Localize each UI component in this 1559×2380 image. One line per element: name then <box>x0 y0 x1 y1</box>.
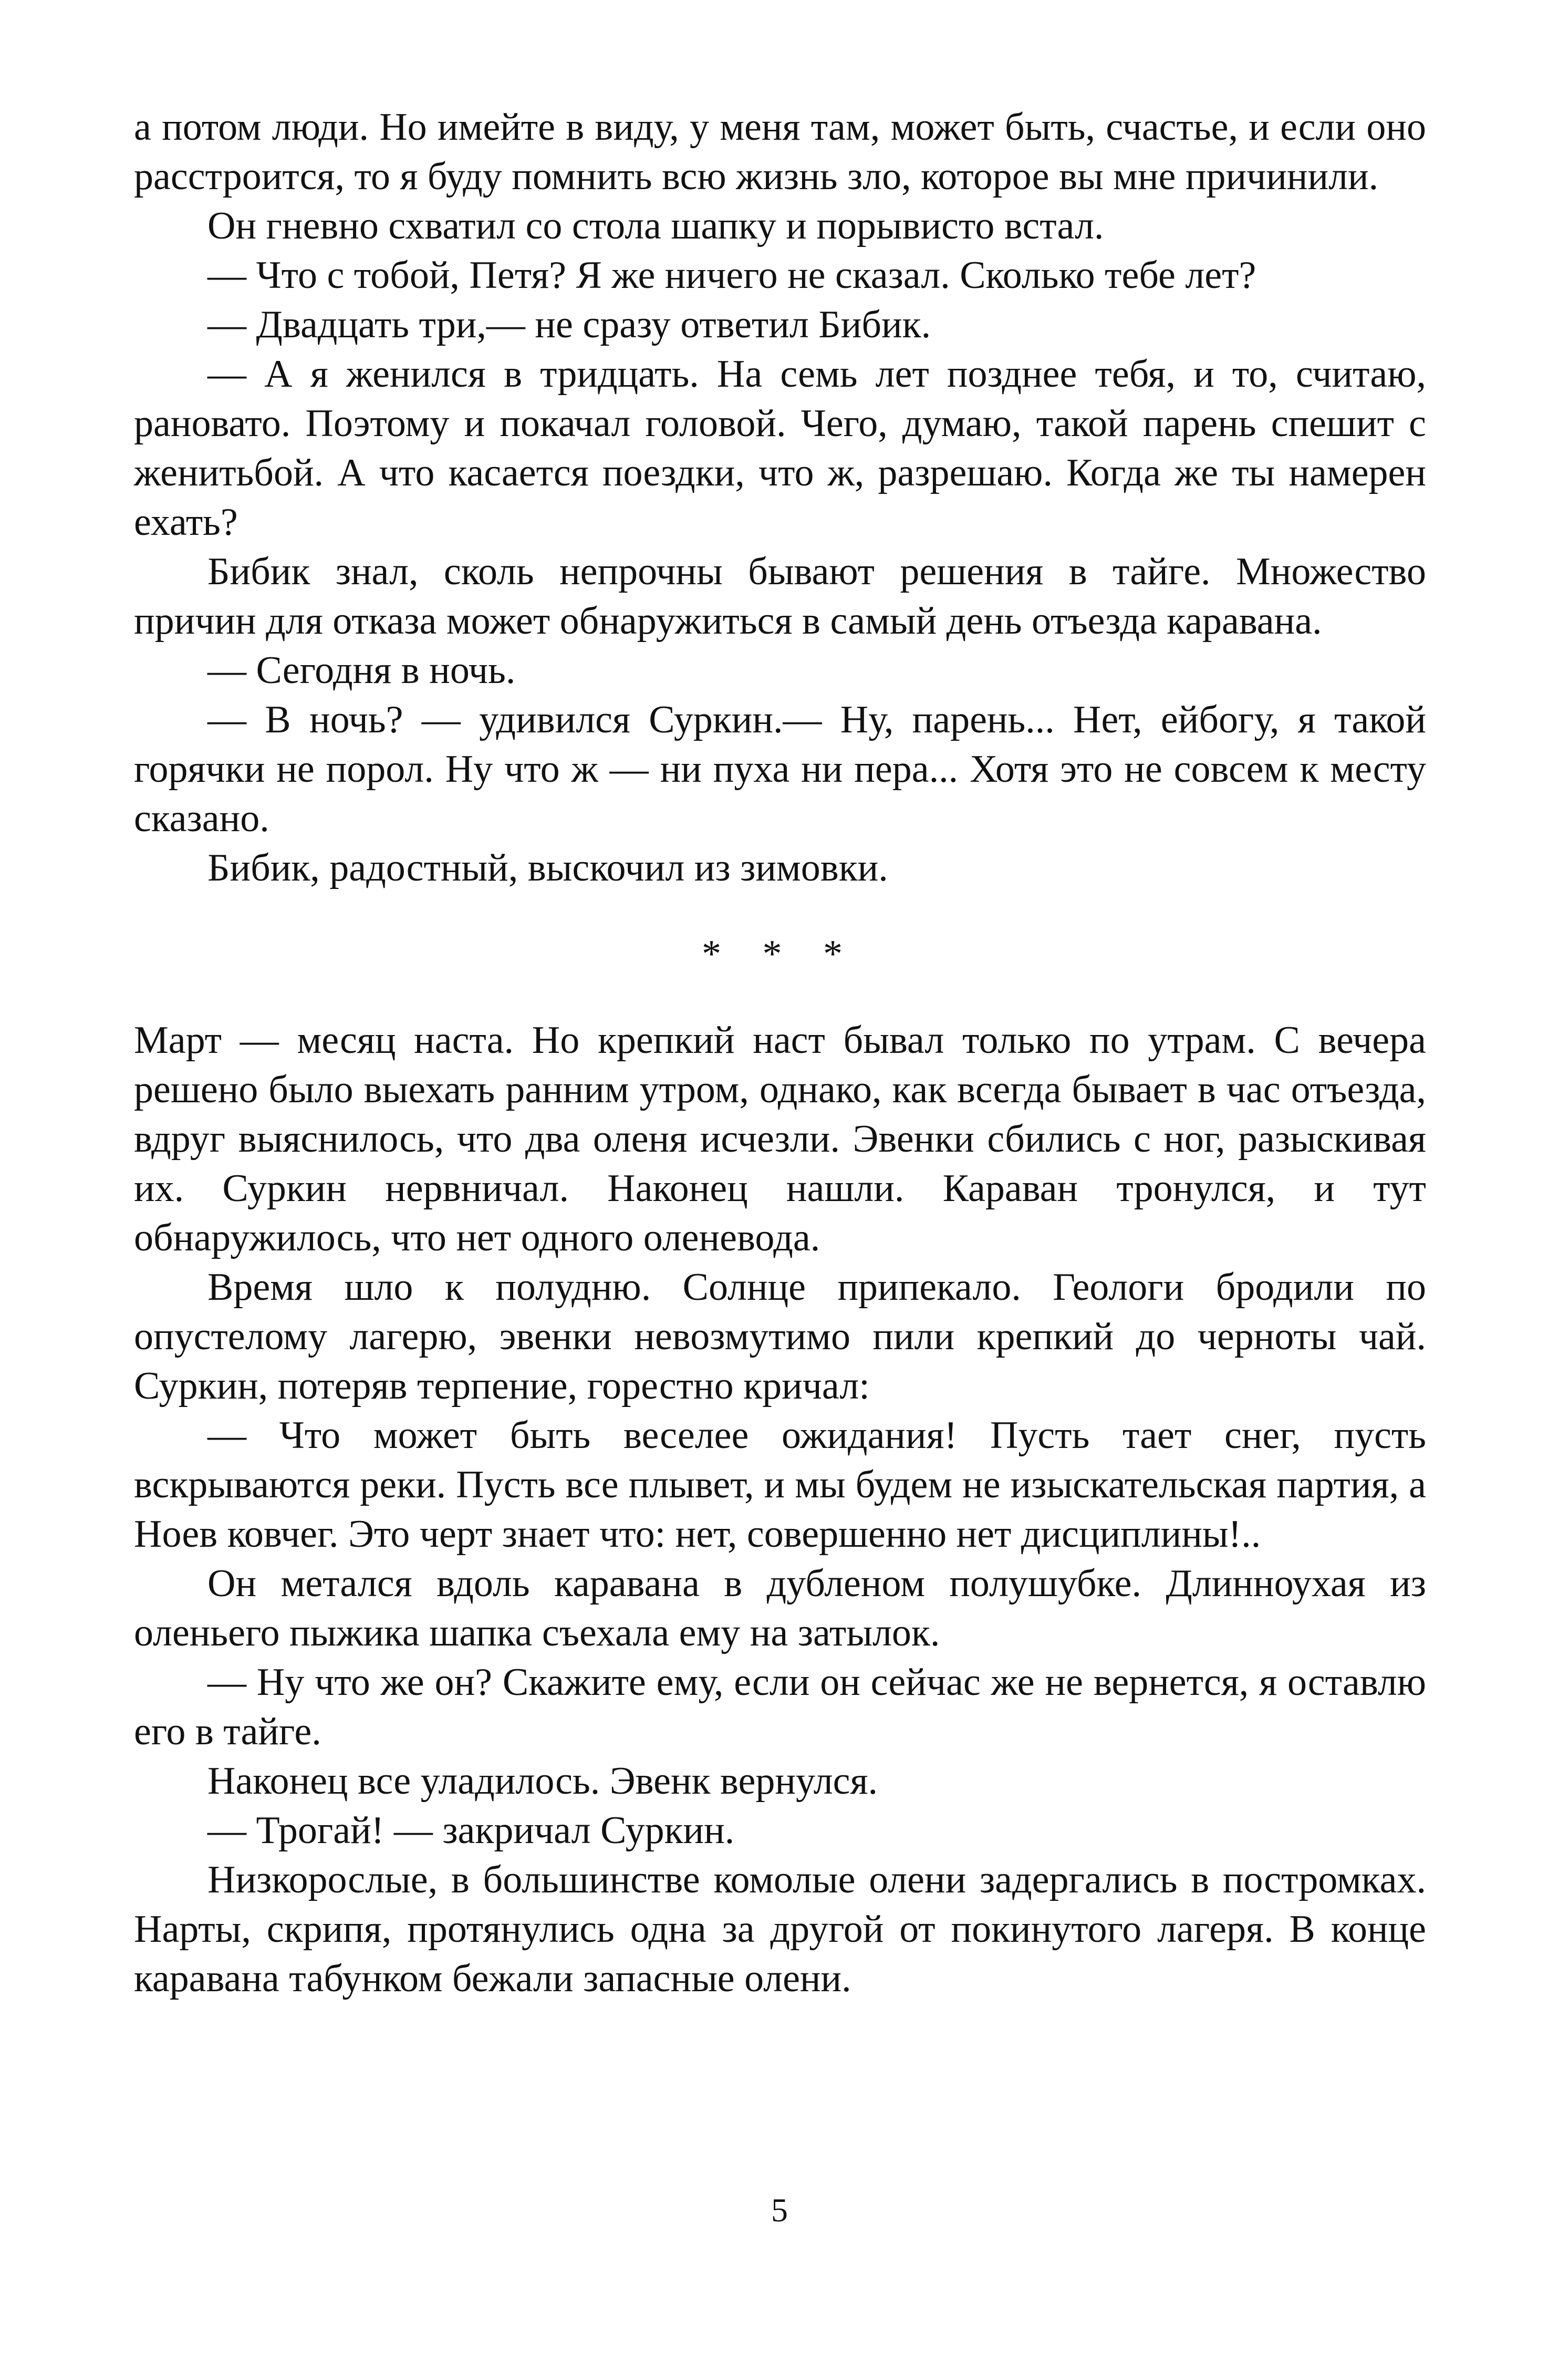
paragraph: Он метался вдоль каравана в дубленом полушубке. Длинноухая из оленьего пыжика шапка съехала ему на затылок. <box>134 1562 1426 1654</box>
paragraph: Время шло к полудню. Солнце припекало. Геологи бродили по опустелому лагерю, эвенки невозмутимо пили крепкий до черноты чай. Суркин, потеряв терпение, горестно кричал: <box>134 1266 1426 1408</box>
paragraph: Бибик, радостный, выскочил из зимовки. <box>207 846 888 889</box>
section-separator: * * * <box>702 933 858 976</box>
paragraph: — Что может быть веселее ожидания! Пусть тает снег, пусть вскрываются реки. Пусть все плывет, и мы будем не изыскательская партия, а Ноев ковчег. Это черт знает что: нет, совершенно нет дисциплины!.. <box>134 1414 1426 1556</box>
paragraph: — Трогай! — закричал Суркин. <box>207 1809 735 1852</box>
paragraph: — Двадцать три,— не сразу ответил Бибик. <box>207 303 931 346</box>
page-number: 5 <box>771 2191 788 2229</box>
paragraph: а потом люди. Но имейте в виду, у меня там, может быть, счастье, и если оно расстроится, то я буду помнить всю жизнь зло, которое вы мне причинили. <box>134 106 1426 198</box>
paragraph: — Ну что же он? Скажите ему, если он сейчас же не вернется, я оставлю его в тайге. <box>134 1661 1426 1753</box>
paragraph: — А я женился в тридцать. На семь лет позднее тебя, и то, считаю, рановато. Поэтому и покачал головой. Чего, думаю, такой парень спешит с женитьбой. А что касается поездки, что ж, разрешаю. Когда же ты намерен ехать? <box>134 353 1426 544</box>
paragraph: Низкорослые, в большинстве комолые олени задергались в постромках. Нарты, скрипя, протянулись одна за другой от покинутого лагеря. В конце каравана табунком бежали запасные олени. <box>134 1858 1426 2000</box>
paragraph: — Сегодня в ночь. <box>207 649 516 692</box>
paragraph: Наконец все уладилось. Эвенк вернулся. <box>207 1760 878 1803</box>
paragraph: Март — месяц наста. Но крепкий наст бывал только по утрам. С вечера решено было выехать ранним утром, однако, как всегда бывает в час отъезда, вдруг выяснилось, что два оленя исчезли. Эвенки сбились с ног, разыскивая их. Суркин нервничал. Наконец нашли. Караван тронулся, и тут обнаружилось, что нет одного оленевода. <box>134 1019 1426 1259</box>
paragraph: Он гневно схватил со стола шапку и порывисто встал. <box>207 204 1104 247</box>
paragraph: Бибик знал, сколь непрочны бывают решения в тайге. Множество причин для отказа может обнаружиться в самый день отъезда каравана. <box>134 550 1426 643</box>
text-column <box>134 102 1426 2003</box>
paragraph: — В ночь? — удивился Суркин.— Ну, парень... Нет, ейбогу, я такой горячки не порол. Ну что ж — ни пуха ни пера... Хотя это не совсем к месту сказано. <box>134 698 1426 840</box>
paragraph: — Что с тобой, Петя? Я же ничего не сказал. Сколько тебе лет? <box>207 254 1256 297</box>
